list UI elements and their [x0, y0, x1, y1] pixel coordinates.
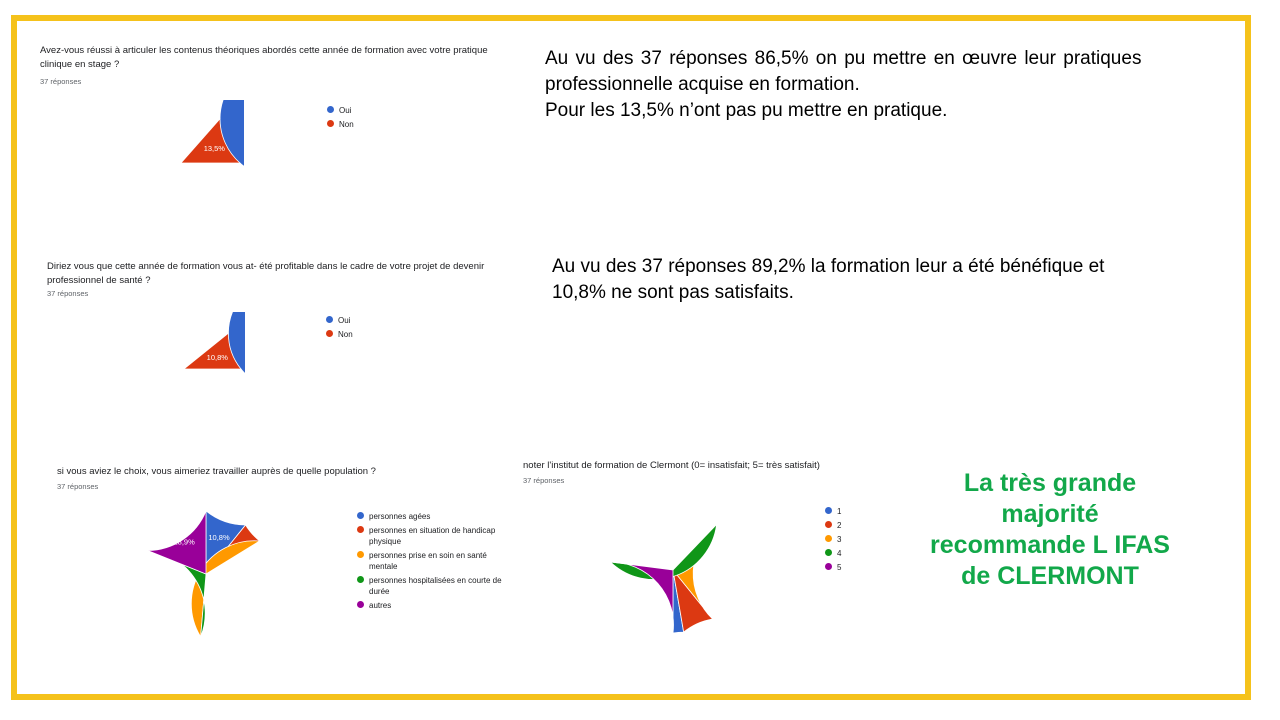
comment-1-line-1: Au vu des 37 réponses 86,5% on pu mettre en œuvre leur pratiques — [545, 48, 1142, 69]
legend-swatch — [357, 512, 364, 519]
chart2-title: Diriez vous que cette année de formation vous at- été profitable dans le cadre de votre projet de devenir professionnel de santé ? — [47, 261, 485, 286]
comment-2 — [552, 254, 1212, 306]
recommendation-line-3: recommande L IFAS — [930, 531, 1170, 559]
legend-item — [327, 119, 447, 130]
recommendation-note — [905, 468, 1195, 592]
pie-data-label: 29,7% — [162, 590, 184, 600]
legend-swatch — [825, 521, 832, 528]
chart4-subtitle: 37 réponses — [523, 476, 565, 485]
legend-swatch — [825, 507, 832, 514]
legend-swatch — [357, 526, 364, 533]
chart1-pie — [118, 100, 244, 226]
chart4-title: noter l'institut de formation de Clermont (0= insatisfait; 5= très satisfait) — [523, 460, 820, 471]
recommendation-line-1: La très grande — [963, 469, 1137, 497]
chart4-legend — [825, 506, 885, 576]
chart1-title: Avez-vous réussi à articuler les contenus théoriques abordés cette année de formation avec votre pratique clinique en stage ? — [40, 45, 488, 70]
pie-data-label: 10,8% — [206, 353, 228, 363]
legend-label: personnes agées — [369, 512, 431, 521]
legend-label: 4 — [837, 549, 842, 558]
chart4-pie — [606, 503, 740, 637]
legend-label: Non — [339, 120, 354, 129]
legend-item — [326, 329, 446, 340]
chart3-title: si vous aviez le choix, vous aimeriez travailler auprès de quelle population ? — [57, 466, 376, 477]
legend-label: Oui — [338, 316, 351, 325]
chart2-legend — [326, 315, 446, 343]
legend-item — [357, 525, 512, 547]
chart1-subtitle: 37 réponses — [40, 77, 82, 86]
legend-label: Non — [338, 330, 353, 339]
pie-data-label: 10,8% — [208, 533, 230, 543]
legend-swatch — [825, 563, 832, 570]
chart2-subtitle: 37 réponses — [47, 289, 89, 298]
pie-data-label: 86,5% — [137, 174, 159, 184]
recommendation-line-4: de CLERMONT — [961, 562, 1139, 590]
pie-data-label: 35,1% — [649, 529, 671, 539]
legend-label: 5 — [837, 563, 842, 572]
legend-label: 2 — [837, 521, 842, 530]
recommendation-line-2: majorité — [1001, 500, 1099, 528]
comment-1-line-2: professionnelle acquise en formation. — [545, 74, 860, 95]
legend-item — [327, 105, 447, 116]
chart1-legend — [327, 105, 447, 133]
legend-item — [357, 600, 512, 611]
pie-data-label: 89,2% — [140, 376, 162, 386]
comment-2-line-2: 10,8% ne sont pas satisfaits. — [552, 282, 794, 303]
pie-data-label: 13,5% — [203, 143, 225, 153]
legend-label: autres — [369, 601, 392, 610]
pie-data-label: 35,1% — [228, 590, 250, 600]
legend-item — [825, 506, 885, 517]
legend-item — [326, 315, 446, 326]
legend-swatch — [357, 576, 364, 583]
legend-swatch — [327, 120, 334, 127]
legend-swatch — [326, 330, 333, 337]
legend-item — [357, 550, 512, 572]
chart3-legend — [357, 511, 512, 614]
chart3-pie — [140, 508, 272, 640]
legend-swatch — [327, 106, 334, 113]
comment-1 — [545, 46, 1195, 124]
legend-swatch — [357, 601, 364, 608]
comment-1-line-3: Pour les 13,5% n’ont pas pu mettre en pratique. — [545, 100, 948, 121]
comment-2-line-1: Au vu des 37 réponses 89,2% la formation leur a été bénéfique et — [552, 256, 1105, 277]
legend-item — [825, 534, 885, 545]
pie-data-label: 27% — [636, 591, 652, 601]
legend-item — [825, 520, 885, 531]
legend-label: 1 — [837, 507, 842, 516]
legend-swatch — [357, 551, 364, 558]
legend-item — [357, 511, 512, 522]
chart2-pie — [123, 312, 245, 426]
legend-swatch — [825, 535, 832, 542]
legend-label: personnes hospitalisées en courte de durée — [369, 576, 502, 596]
legend-label: personnes en situation de handicap physique — [369, 526, 496, 546]
chart3-subtitle: 37 réponses — [57, 482, 99, 491]
legend-item — [825, 548, 885, 559]
legend-item — [825, 562, 885, 573]
pie-data-label: 18,9% — [173, 537, 195, 547]
legend-item — [357, 575, 512, 597]
legend-label: personnes prise en soin en santé mentale — [369, 551, 487, 571]
legend-label: Oui — [339, 106, 352, 115]
pie-data-label: 27% — [704, 567, 720, 577]
legend-swatch — [825, 549, 832, 556]
legend-swatch — [326, 316, 333, 323]
legend-label: 3 — [837, 535, 842, 544]
